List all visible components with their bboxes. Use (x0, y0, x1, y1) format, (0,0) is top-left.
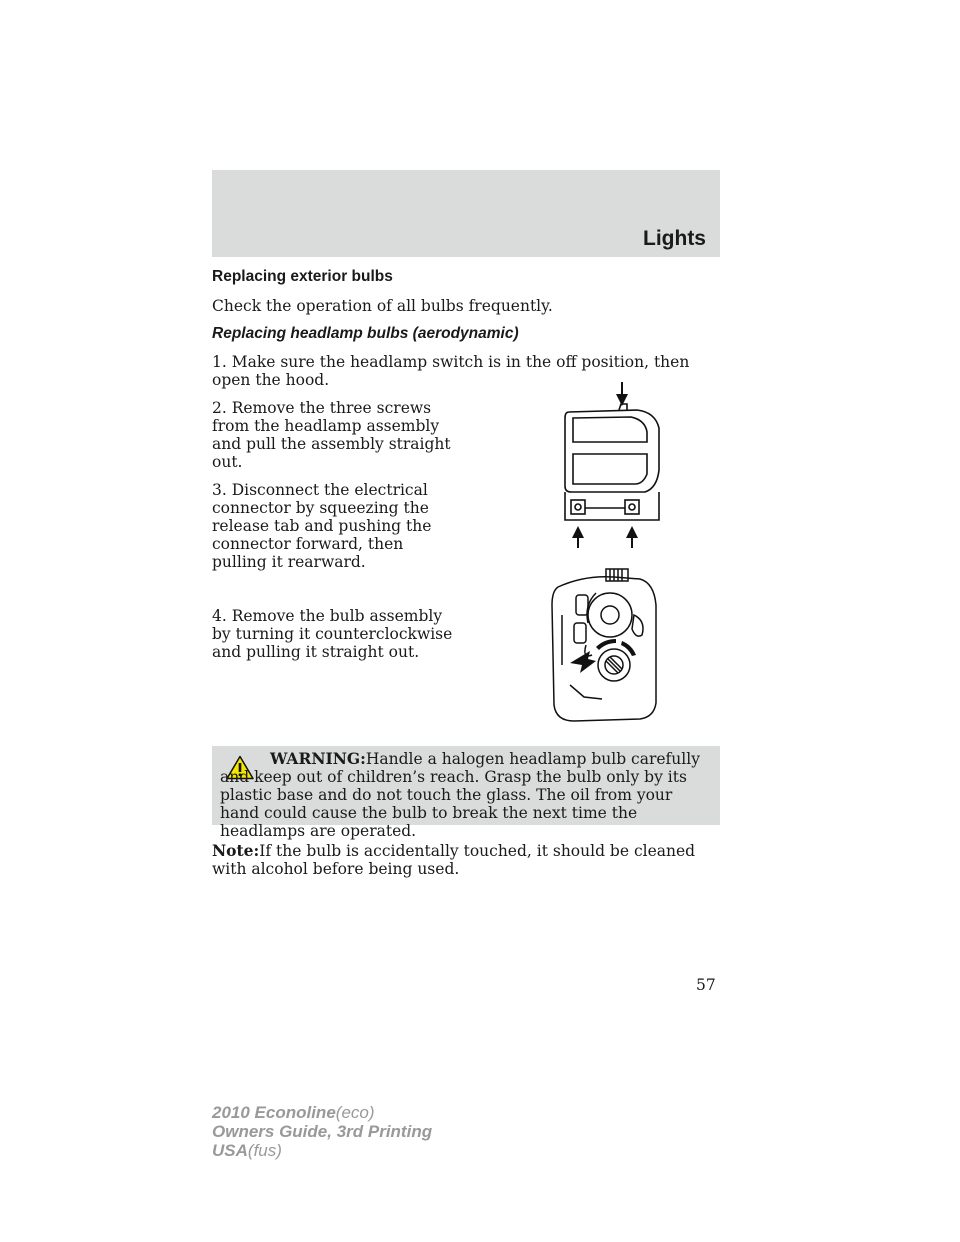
warning-text (220, 750, 714, 840)
note-label: Note: (212, 841, 260, 860)
steps-column (212, 399, 457, 661)
step-4: 4. Remove the bulb assembly by turning it counterclockwise and pulling it straight out. (212, 607, 453, 661)
heading-headlamp-bulbs: Replacing headlamp bulbs (aerodynamic) (212, 325, 519, 342)
footer-market: USA (212, 1141, 248, 1160)
footer-model: 2010 Econoline (212, 1103, 336, 1122)
step-2: 2. Remove the three screws from the headlamp assembly and pull the assembly straight out. (212, 399, 451, 471)
intro-text: Check the operation of all bulbs frequently. (212, 297, 553, 315)
warning-box (212, 746, 720, 840)
footer-guide: Owners Guide, 3rd Printing (212, 1122, 433, 1141)
headlamp-assembly-illustration (559, 380, 669, 550)
section-header (212, 170, 720, 257)
page-content (212, 268, 720, 878)
warning-label: WARNING: (270, 749, 366, 768)
heading-replacing-exterior-bulbs: Replacing exterior bulbs (212, 268, 393, 285)
bulb-removal-illustration (544, 565, 664, 727)
step-1: 1. Make sure the headlamp switch is in the off position, then open the hood. (212, 353, 690, 389)
document-footer (212, 1103, 432, 1160)
note-paragraph (212, 842, 720, 878)
step-3: 3. Disconnect the electrical connector by squeezing the release tab and pushing the connector forward, then pulling it rearward. (212, 481, 432, 571)
footer-market-code: (fus) (247, 1141, 282, 1160)
warning-body: Handle a halogen headlamp bulb carefully and keep out of children’s reach. Grasp the bulb only by its plastic base and do not touch the glass. The oil from your hand could cause the bulb to break the next time the headlamps are operated. (220, 750, 700, 840)
note-body: If the bulb is accidentally touched, it should be cleaned with alcohol before being used. (212, 842, 696, 878)
section-title-lights: Lights (643, 227, 706, 250)
footer-model-code: (eco) (335, 1103, 375, 1122)
page-number: 57 (696, 976, 716, 994)
